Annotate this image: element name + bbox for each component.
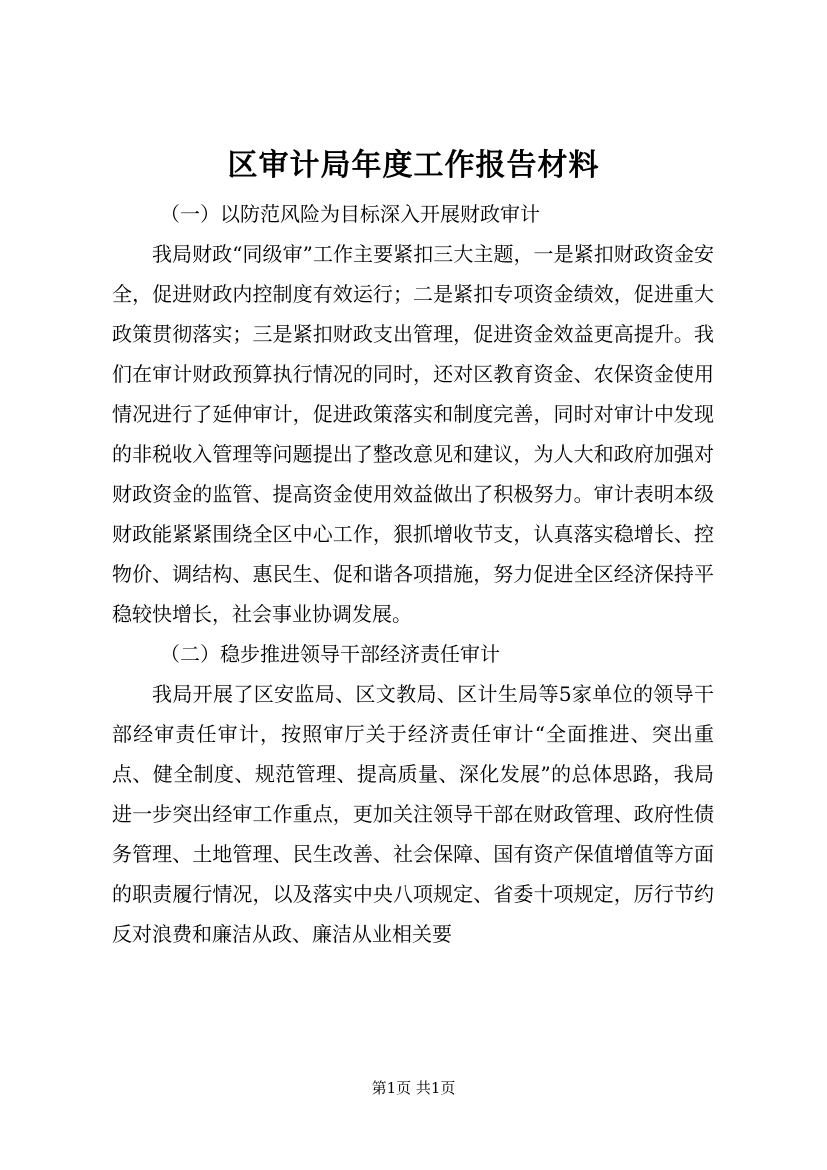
document-title: 区审计局年度工作报告材料 [227,148,600,183]
section-paragraph-1: 我局财政“同级审”工作主要紧扣三大主题，一是紧扣财政资金安全，促进财政内控制度有效运行；二是紧扣专项资金绩效，促进重大政策贯彻落实；三是紧扣财政支出管理，促进资金效益更高提升。我们在审计财政预算执行情况的同时，还对区教育资金、农保资金使用情况进行了延伸审计，促进政策落实和制度完善，同时对审计中发现的非税收入管理等问题提出了整改意见和建议，为人大和政府加强对财政资金的监管、提高资金使用效益做出了积极努力。审计表明本级财政能紧紧围绕全区中心工作，狠抓增收节支，认真落实稳增长、控物价、调结构、惠民生、促和谐各项措施，努力促进全区经济保持平稳较快增长，社会事业协调发展。 [112,242,714,626]
section-heading-2: （二）稳步推进领导干部经济责任审计 [160,642,500,666]
page-footer: 第1页 共1页 [371,1079,456,1097]
section-paragraph-2: 我局开展了区安监局、区文教局、区计生局等5家单位的领导干部经审责任审计，按照审厅关于经济责任审计“全面推进、突出重点、健全制度、规范管理、提高质量、深化发展”的总体思路，我局进一步突出经审工作重点，更加关注领导干部在财政管理、政府性债务管理、土地管理、民生改善、社会保障、国有资产保值增值等方面的职责履行情况，以及落实中央八项规定、省委十项规定，厉行节约反对浪费和廉洁从政、廉洁从业相关要 [112,682,714,946]
section-heading-1: （一）以防范风险为目标深入开展财政审计 [160,202,540,226]
document-body [112,194,714,954]
